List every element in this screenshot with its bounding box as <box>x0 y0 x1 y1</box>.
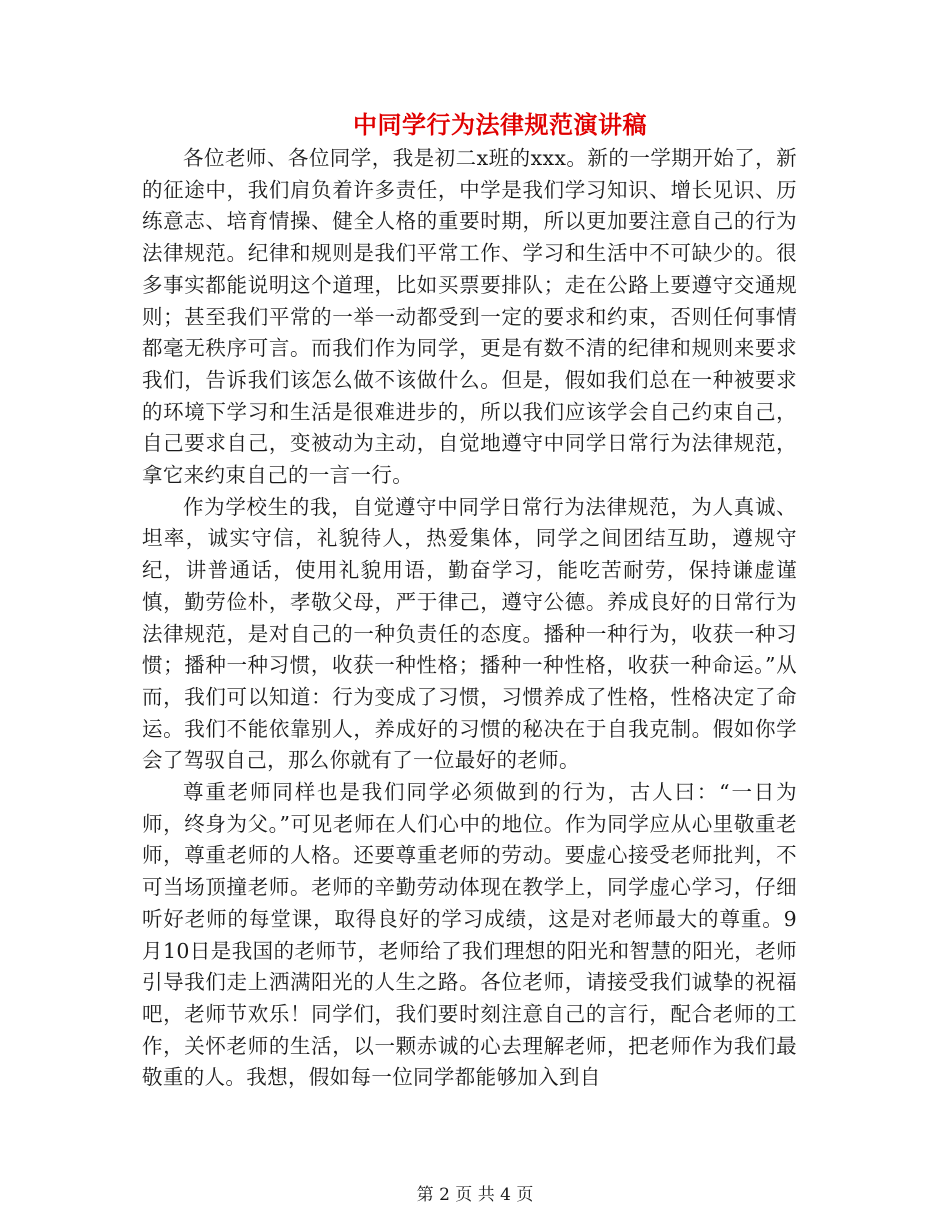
document-title: 中同学行为法律规范演讲稿 <box>353 110 647 139</box>
paragraph-1: 各位老师、各位同学，我是初二x班的xxx。新的一学期开始了，新的征途中，我们肩负着许多责任，中学是我们学习知识、增长见识、历练意志、培育情操、健全人格的重要时期，所以更加要注意自己的行为法律规范。纪律和规则是我们平常工作、学习和生活中不可缺少的。很多事实都能说明这个道理，比如买票要排队；走在公路上要遵守交通规则；甚至我们平常的一举一动都受到一定的要求和约束，否则任何事情都毫无秩序可言。而我们作为同学，更是有数不清的纪律和规则来要求我们，告诉我们该怎么做不该做什么。但是，假如我们总在一种被要求的环境下学习和生活是很难进步的，所以我们应该学会自己约束自己，自己要求自己，变被动为主动，自觉地遵守中同学日常行为法律规范，拿它来约束自己的一言一行。 <box>142 146 797 488</box>
document-body <box>142 143 797 1094</box>
paragraph-2: 作为学校生的我，自觉遵守中同学日常行为法律规范，为人真诚、坦率，诚实守信，礼貌待人，热爱集体，同学之间团结互助，遵规守纪，讲普通话，使用礼貌用语，勤奋学习，能吃苦耐劳，保持谦虚谨慎，勤劳俭朴，孝敬父母，严于律己，遵守公德。养成良好的日常行为法律规范，是对自己的一种负责任的态度。播种一种行为，收获一种习惯；播种一种习惯，收获一种性格；播种一种性格，收获一种命运。”从而，我们可以知道：行为变成了习惯，习惯养成了性格，性格决定了命运。我们不能依靠别人，养成好的习惯的秘决在于自我克制。假如你学会了驾驭自己，那么你就有了一位最好的老师。 <box>142 494 797 773</box>
paragraph-3: 尊重老师同样也是我们同学必须做到的行为，古人曰：“一日为师，终身为父。”可见老师在人们心中的地位。作为同学应从心里敬重老师，尊重老师的人格。还要尊重老师的劳动。要虚心接受老师批判，不可当场顶撞老师。老师的辛勤劳动体现在教学上，同学虚心学习，仔细听好老师的每堂课，取得良好的学习成绩，这是对老师最大的尊重。9月10日是我国的老师节，老师给了我们理想的阳光和智慧的阳光，老师引导我们走上洒满阳光的人生之路。各位老师，请接受我们诚挚的祝福吧，老师节欢乐！同学们，我们要时刻注意自己的言行，配合老师的工作，关怀老师的生活，以一颗赤诚的心去理解老师，把老师作为我们最敬重的人。我想，假如每一位同学都能够加入到自 <box>142 780 797 1090</box>
page-number-footer: 第 2 页 共 4 页 <box>416 1185 534 1205</box>
